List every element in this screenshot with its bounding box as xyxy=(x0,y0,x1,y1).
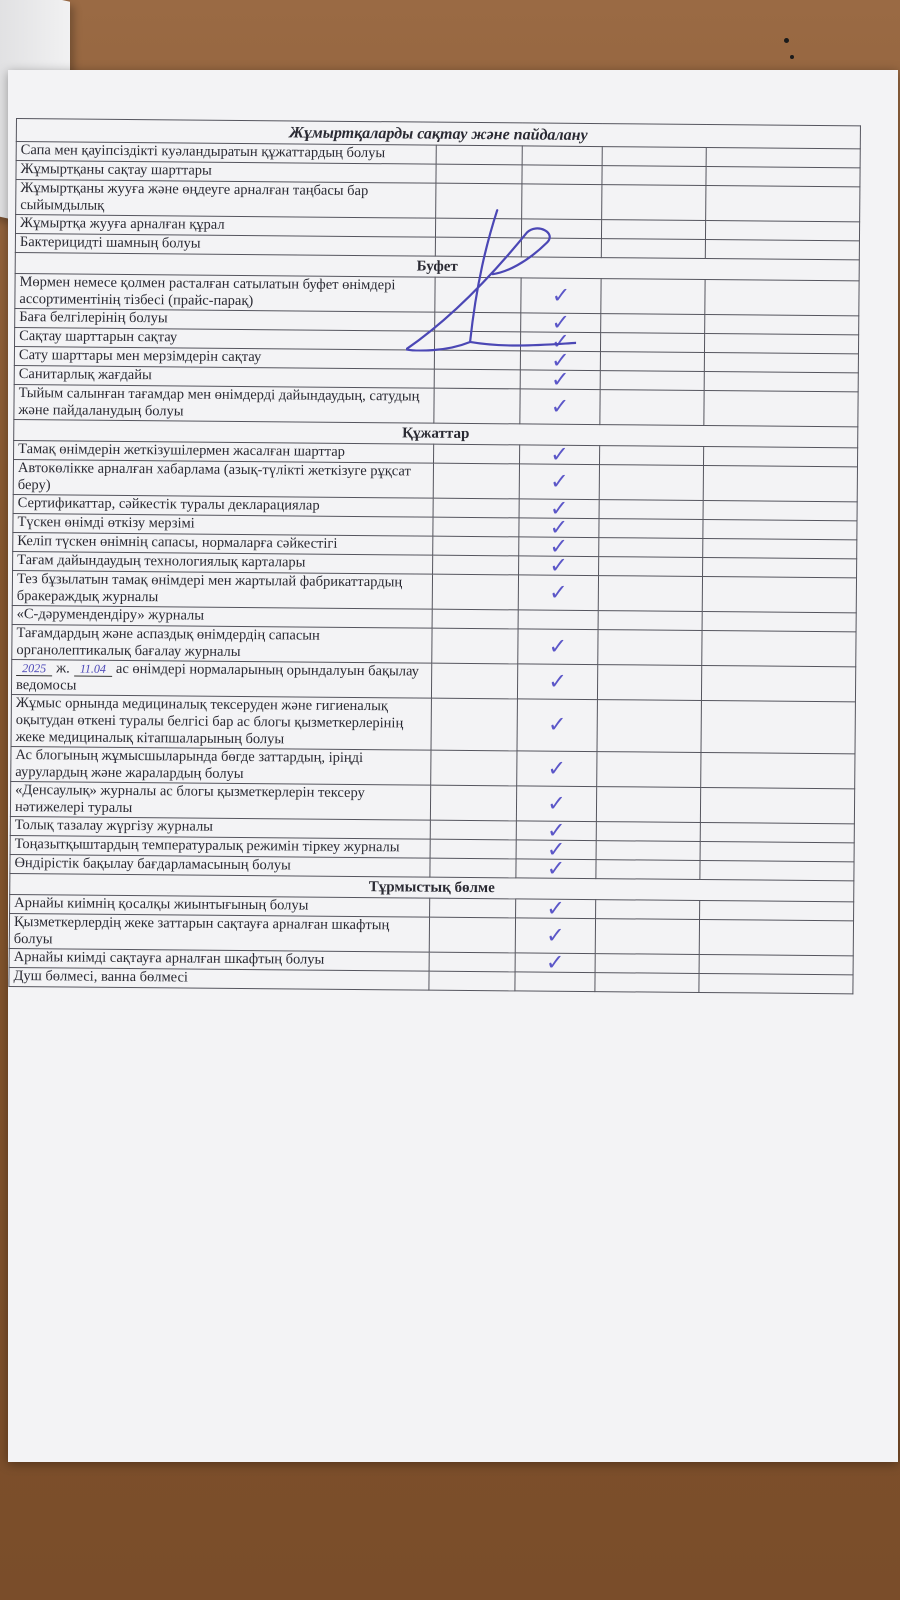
empty-cell xyxy=(703,447,857,467)
empty-cell xyxy=(430,858,516,878)
checkmark-cell xyxy=(516,856,596,882)
empty-cell xyxy=(432,574,518,610)
empty-cell xyxy=(705,240,859,260)
checkmark-cell xyxy=(516,896,596,922)
checkmark-icon: ✓ xyxy=(551,283,571,309)
empty-cell xyxy=(702,612,856,632)
year-suffix: ж. xyxy=(56,660,70,677)
empty-cell xyxy=(436,183,522,219)
empty-cell xyxy=(701,701,855,754)
checkmark-cell xyxy=(521,278,601,314)
criterion-label: Жұмыс орнында медициналық тексеруден және гигиеналық оқытудан өткені туралы белгісі бар ас блогы қызметкерлерінің жеке медициналық кітапшаларының болуы xyxy=(11,694,431,750)
empty-cell xyxy=(434,444,520,464)
checkmark-cell xyxy=(517,664,597,700)
criterion-label: «Денсаулық» журналы ас блогы қызметкерлерін тексеру нәтижелері туралы xyxy=(10,781,430,820)
empty-cell xyxy=(595,919,699,955)
empty-cell xyxy=(597,752,701,788)
empty-cell xyxy=(699,919,853,955)
checkmark-icon: ✓ xyxy=(549,534,569,560)
empty-cell xyxy=(430,839,516,859)
empty-cell xyxy=(602,147,706,167)
checkmark-icon: ✓ xyxy=(546,923,565,949)
criterion-text: ас өнімдері нормаларының орындалуын бақылау ведомосы xyxy=(15,660,420,694)
empty-cell xyxy=(600,371,704,391)
empty-cell xyxy=(595,954,699,974)
checkmark-cell xyxy=(515,918,595,954)
checklist-sheet xyxy=(8,118,860,994)
checkmark-cell xyxy=(517,699,597,752)
empty-cell xyxy=(435,312,521,332)
section-title: Жұмыртқаларды сақтау және пайдалану xyxy=(16,119,860,149)
empty-cell xyxy=(596,900,700,920)
empty-cell xyxy=(596,841,700,861)
criterion-label: Тыйым салынған тағамдар мен өнімдерді дайындаудың, сатудың және пайдаланудың болуы xyxy=(14,384,434,423)
table-row xyxy=(11,694,855,753)
empty-cell xyxy=(704,334,858,354)
checkmark-icon: ✓ xyxy=(549,496,569,522)
handwritten-year: 2025 xyxy=(16,661,52,676)
empty-cell xyxy=(431,663,517,699)
empty-cell xyxy=(598,576,702,612)
empty-cell xyxy=(431,750,517,786)
empty-cell xyxy=(704,353,858,373)
checkmark-cell xyxy=(519,553,599,579)
checklist-body xyxy=(9,119,861,994)
empty-cell xyxy=(601,279,705,315)
empty-cell xyxy=(429,917,515,953)
empty-cell xyxy=(706,186,860,222)
empty-cell xyxy=(602,166,706,186)
empty-cell xyxy=(436,164,522,184)
criterion-label: Арнайы киімнің қосалқы жиынтығының болуы xyxy=(10,894,430,917)
checkmark-icon: ✓ xyxy=(549,515,569,541)
empty-cell xyxy=(706,167,860,187)
criterion-label: Душ бөлмесі, ванна бөлмесі xyxy=(9,967,429,990)
empty-cell xyxy=(600,333,704,353)
checkmark-icon: ✓ xyxy=(545,950,565,976)
empty-cell xyxy=(599,538,703,558)
checkmark-cell xyxy=(520,367,600,393)
empty-cell xyxy=(705,315,859,335)
empty-cell xyxy=(433,536,519,556)
criterion-label: Тамақ өнімдерін жеткізушілермен жасалған шарттар xyxy=(14,440,434,463)
criterion-label: Тағамдардың және аспаздық өнімдердің сапасын органолептикалық бағалау журналы xyxy=(12,624,432,663)
empty-cell xyxy=(433,463,519,499)
empty-cell xyxy=(430,820,516,840)
empty-cell xyxy=(434,388,520,424)
empty-cell xyxy=(433,517,519,537)
checkmark-cell xyxy=(519,464,599,500)
empty-cell xyxy=(599,519,703,539)
checkmark-icon: ✓ xyxy=(548,669,567,695)
empty-cell xyxy=(596,860,700,880)
criterion-label: Сақтау шарттарын сақтау xyxy=(15,327,435,350)
empty-cell xyxy=(430,898,516,918)
empty-cell xyxy=(595,973,699,993)
checkmark-cell xyxy=(518,629,598,665)
checkmark-cell xyxy=(521,238,601,258)
empty-cell xyxy=(699,954,853,974)
empty-cell xyxy=(703,520,857,540)
checkmark-icon: ✓ xyxy=(550,442,569,468)
criterion-label: Тоңазытқыштардың температуралық режимін тіркеу журналы xyxy=(10,835,430,858)
empty-cell xyxy=(599,465,703,501)
criterion-label: Арнайы киімді сақтауға арналған шкафтың болуы xyxy=(9,948,429,971)
checkmark-icon: ✓ xyxy=(547,791,566,817)
criterion-label: Санитарлық жағдайы xyxy=(14,365,434,388)
empty-cell xyxy=(699,973,853,993)
criterion-label: Автокөлікке арналған хабарлама (азық-түлікті жеткізуге рұқсат беру) xyxy=(13,459,433,498)
empty-cell xyxy=(599,446,703,466)
empty-cell xyxy=(705,280,859,316)
table-speck xyxy=(790,55,794,59)
empty-cell xyxy=(433,498,519,518)
empty-cell xyxy=(433,555,519,575)
checkmark-cell xyxy=(520,389,600,425)
criterion-label: Сертификаттар, сәйкестік туралы декларациялар xyxy=(13,494,433,517)
checkmark-icon: ✓ xyxy=(547,712,567,738)
criterion-label: Тез бұзылатын тамақ өнімдері мен жартылай фабрикаттардың бракераждық журналы xyxy=(12,570,432,609)
criterion-label: Сапа мен қауіпсіздікті куәландыратын құжаттардың болуы xyxy=(16,142,436,165)
checkmark-icon: ✓ xyxy=(548,634,568,660)
criterion-label: Тағам дайындаудың технологиялық карталары xyxy=(13,551,433,574)
empty-cell xyxy=(702,631,856,667)
checkmark-cell xyxy=(521,219,601,239)
criterion-label: Жұмыртқа жууға арналған құрал xyxy=(15,215,435,238)
criterion-label: Келіп түскен өнімнің сапасы, нормаларға сәйкестігі xyxy=(13,532,433,555)
empty-cell xyxy=(601,314,705,334)
empty-cell xyxy=(436,145,522,165)
empty-cell xyxy=(701,753,855,789)
empty-cell xyxy=(435,277,521,313)
checkmark-cell xyxy=(518,575,598,611)
checkmark-icon: ✓ xyxy=(547,756,567,782)
checkmark-cell xyxy=(518,610,598,630)
checkmark-cell xyxy=(517,751,597,787)
empty-cell xyxy=(706,148,860,168)
checkmark-icon: ✓ xyxy=(549,580,568,606)
checkmark-cell xyxy=(516,786,596,822)
empty-cell xyxy=(596,787,700,823)
empty-cell xyxy=(597,700,701,753)
empty-cell xyxy=(434,369,520,389)
criterion-label: Баға белгілерінің болуы xyxy=(15,308,435,331)
empty-cell xyxy=(704,391,858,427)
checkmark-cell xyxy=(522,165,602,185)
document-page xyxy=(8,70,898,1462)
checkmark-icon: ✓ xyxy=(546,856,566,882)
empty-cell xyxy=(703,466,857,502)
table-speck xyxy=(784,38,789,43)
checkmark-icon: ✓ xyxy=(549,553,568,579)
handwritten-date: 11.04 xyxy=(74,662,112,677)
empty-cell xyxy=(434,350,520,370)
checkmark-icon: ✓ xyxy=(550,367,570,393)
checkmark-icon: ✓ xyxy=(546,837,566,863)
criterion-label xyxy=(11,659,431,698)
criterion-label: Жұмыртқаны сақтау шарттары xyxy=(16,161,436,184)
criterion-label: Бактерицидті шамның болуы xyxy=(15,233,435,256)
criterion-label: Жұмыртқаны жууға және өңдеуге арналған таңбасы бар сыйымдылық xyxy=(16,180,436,219)
checkmark-cell xyxy=(522,146,602,166)
empty-cell xyxy=(435,237,521,257)
empty-cell xyxy=(431,698,517,751)
empty-cell xyxy=(703,539,857,559)
section-title: Тұрмыстық бөлме xyxy=(10,873,854,901)
criterion-label: Мөрмен немесе қолмен расталған сатылатын буфет өнімдері ассортиментінің тізбесі (прайс-парақ) xyxy=(15,273,435,312)
empty-cell xyxy=(601,220,705,240)
empty-cell xyxy=(701,666,855,702)
empty-cell xyxy=(598,630,702,666)
checkmark-icon: ✓ xyxy=(551,348,570,374)
criterion-label: «С-дәрумендендіру» журналы xyxy=(12,605,432,628)
criterion-label: Толық тазалау жүргізу журналы xyxy=(10,816,430,839)
criterion-label: Ас блогының жұмысшыларында бөгде заттардың, іріңді аурулардың және жаралардың болуы xyxy=(11,746,431,785)
empty-cell xyxy=(602,185,706,221)
checkmark-cell xyxy=(520,442,600,468)
empty-cell xyxy=(597,665,701,701)
checkmark-icon: ✓ xyxy=(551,329,570,355)
checkmark-icon: ✓ xyxy=(551,310,571,336)
empty-cell xyxy=(700,841,854,861)
empty-cell xyxy=(434,331,520,351)
checkmark-icon: ✓ xyxy=(546,896,565,922)
empty-cell xyxy=(429,971,515,991)
empty-cell xyxy=(430,785,516,821)
empty-cell xyxy=(700,788,854,824)
empty-cell xyxy=(432,609,518,629)
empty-cell xyxy=(429,952,515,972)
empty-cell xyxy=(700,822,854,842)
checkmark-icon: ✓ xyxy=(550,469,569,495)
criterion-label: Түскен өнімді өткізу мерзімі xyxy=(13,513,433,536)
empty-cell xyxy=(435,218,521,238)
checkmark-cell xyxy=(515,950,595,976)
checkmark-icon: ✓ xyxy=(550,394,570,420)
empty-cell xyxy=(598,611,702,631)
empty-cell xyxy=(703,501,857,521)
empty-cell xyxy=(596,822,700,842)
empty-cell xyxy=(700,860,854,880)
empty-cell xyxy=(600,352,704,372)
criterion-label: Сату шарттары мен мерзімдерін сақтау xyxy=(14,346,434,369)
empty-cell xyxy=(599,557,703,577)
empty-cell xyxy=(705,221,859,241)
criterion-label: Өндірістік бақылау бағдарламасының болуы xyxy=(10,854,430,877)
checkmark-cell xyxy=(522,184,602,220)
empty-cell xyxy=(704,372,858,392)
empty-cell xyxy=(432,628,518,664)
empty-cell xyxy=(702,577,856,613)
empty-cell xyxy=(600,390,704,426)
empty-cell xyxy=(703,558,857,578)
empty-cell xyxy=(601,239,705,259)
empty-cell xyxy=(599,500,703,520)
empty-cell xyxy=(700,900,854,920)
inspection-checklist-table xyxy=(8,118,861,994)
criterion-label: Қызметкерлердің жеке заттарын сақтауға арналған шкафтың болуы xyxy=(9,913,429,952)
section-title: Құжаттар xyxy=(14,419,858,447)
checkmark-icon: ✓ xyxy=(546,818,566,844)
section-title: Буфет xyxy=(15,252,859,280)
